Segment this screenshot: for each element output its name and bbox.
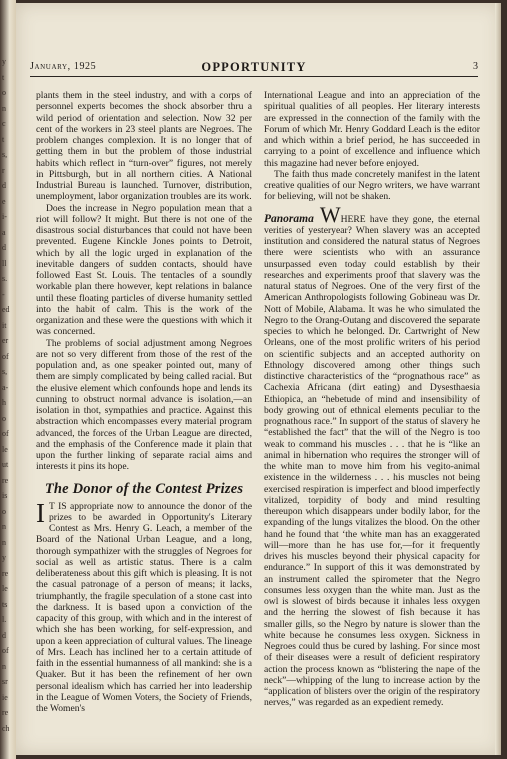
page-edge-shadow (495, 3, 501, 755)
paragraph-panorama (264, 201, 480, 709)
drop-cap-w: W (319, 201, 341, 227)
panorama-text: HERE have they gone, the eternal verities of yesteryear? When slavery was an accepted institution and considered the natural status of Negroes there were scientists who with an assurance unsurpassed even today could establish by their researches and experiments proof that slavery was the natural status of Negroes. One of the very first of the American Anthropologists following Gobineau was Dr. Nott of Mobile, Alabama. It was he who simulated the Negro to the Orang-Outang and discovered the separate species to which he belonged. Dr. Cartwright of New Orleans, one of the most prolific writers of his period on scientific subjects and an accepted authority on Ethnology discovered among other things such distinctive characteristics of the “prognathous race” as Cachexia Africana (dirt eating) and Dysesthaesia Ethiopica, an “hebetude of mind and insensibility of body growing out of ethnical elements peculiar to the prognathous race.” In support of the status of slavery he “established the fact” that the will of the Negro is too weak to command his muscles . . . that he is “like an animal in hibernation who requires the stronger will of the white man to move him from his vegito-animal existence in the wilderness . . . his muscles not being exercised respiration is imperfect and blood imperfectly vitalized, torpidity of body and mind resulting thereupon which disappears under bodily labor, for the expanding of the lungs vitalizes the blood. On the other hand he found that ‘the white man has an exaggerated will—more than he has use for,—for it frequently drives his muscles beyond their physical capacity for endurance.” In support of this it was demonstrated by an instrument called the spirometer that the Negro consumes less oxygen than the white man. Just as the owl is slowest of birds because it inhales less oxygen and the herring the slowest of fish because it has smaller gills, so the Negro by nature is slower than the white because he consumes less oxygen. Sickness in Negroes could thus be cured by lashing. For since most of their diseases were a result of deficient respiratory action the process known as “blistering the nape of the neck”—whipping of the lung to increase action by the “application of blisters over the origin of the respiratory nerves,” was regarded as an expedient remedy. (264, 213, 480, 709)
spine-text-fragment: ie (2, 692, 8, 702)
page-number: 3 (473, 61, 478, 72)
spine-text-fragment: n (2, 522, 6, 531)
running-header (30, 60, 478, 77)
spine-text-fragment: n (2, 103, 6, 113)
issue-date: January, 1925 (30, 61, 97, 72)
spine-text-fragment: o (2, 413, 6, 423)
spine-text-fragment: a- (2, 382, 9, 392)
spine-text-fragment: le (2, 584, 8, 593)
spine-text-fragment: d (2, 243, 6, 252)
spine-text-fragment: ed (2, 305, 10, 314)
spine-text-fragment: ch (2, 723, 10, 733)
spine-text-fragment: h (2, 398, 6, 407)
spine-text-fragment: sr (2, 677, 8, 686)
magazine-title: OPPORTUNITY (201, 60, 307, 74)
spine-text-fragment: n (2, 537, 6, 547)
paragraph-social-adjustment: The problems of social adjustment among Negroes are not so very different from those of the rest of the population and, as one speaker pointed out, many of them are simply complicated by being called racial. But the elusive element which confounds hope and lends its cunning to obstruct normal advance is isolation,—an isolation in thot, sympathies and practice. Against this abstraction which encompasses every material program advanced, the forces of the Urban League are directed, and the emphasis of the Conference made it plain that upon the further linking of separate racial aims and interests it pins its hope. (36, 337, 252, 473)
spine-text-fragment: r (2, 165, 5, 175)
spine-text-fragment: - (2, 289, 5, 299)
spine-text-fragment: of (2, 351, 9, 361)
spine-text-fragment: c (2, 119, 6, 128)
spine-text-fragment: i- (2, 212, 7, 221)
adjacent-page-spine (0, 0, 16, 759)
spine-text-fragment: t (2, 72, 5, 82)
spine-text-fragment: s, (2, 367, 8, 376)
right-column (264, 90, 480, 750)
spine-text-fragment: o (2, 88, 6, 97)
spine-text-fragment: e (2, 196, 6, 206)
drop-cap-i: I (36, 497, 45, 528)
paragraph-continued: plants them in the steel industry, and with a corps of personnel experts becomes the shock absorber thru a wild period of orientation and selection. Now 32 per cent of the workers in 23 steel plants are Negroes. The problem changes complexion. It is no longer that of getting them in but the problem of those industrial habits which reflect in “turn-over” figures, not merely in Pittsburgh, but in all northern cities. A National Industrial Bureau is launched. Turnover, distribution, unemployment, labor organization troubles are its work. (36, 90, 252, 203)
spine-text-fragment: d (2, 181, 6, 190)
paragraph-donor (36, 497, 252, 715)
spine-text-fragment: o (2, 506, 6, 516)
spine-text-fragment: er (2, 336, 9, 345)
spine-text-fragment: it (2, 320, 7, 330)
section-title-donor: The Donor of the Contest Prizes (44, 480, 244, 497)
magazine-page (16, 3, 501, 755)
spine-text-fragment: t (2, 134, 5, 144)
spine-text-fragment: y (2, 57, 6, 66)
spine-text-fragment: is (2, 491, 8, 500)
donor-text: T IS appropriate now to announce the donor of the prizes to be awarded in Opportunity's Literary Contest as Mrs. Henry G. Leach, a member of the Board of the National Urban League, and a long, thorough sympathizer with the struggles of Negroes for social as well as artistic status. There is a calm deliberateness about this gift which is pleasing. It is not the casual patronage of a person of means; it lacks, triumphantly, the fragile speculation of a stone cast into the darkness. It is based upon a conviction of the capacity of this group, with which and in the interest of which she has been working, for self-expression, and upon a keen appreciation of cultural values. The lineage of Mrs. Leach has inclined her to a certain attitude of faith in the essential humanness of all mankind: she is a Quaker. But it has been the refinement of her own personal idealism which has carried her into leadership in the League of Women Voters, the Society of Friends, the Women's (36, 500, 252, 714)
spine-text-fragment: le (2, 444, 8, 454)
spine-text-fragment: n (2, 661, 6, 671)
spine-text-fragment: of (2, 429, 9, 438)
spine-text-fragment: re (2, 708, 9, 717)
paragraph-riot: Does the increase in Negro population mean that a riot will follow? It might. But there is not one of the disastrous social disturbances that could not have been prevented. Eugene Kinckle Jones points to Detroit, which by all the logic urged in explanation of the inevitable dangers of sudden contacts, should have followed East St. Louis. The tentacles of a soundly workable plan there however, kept relations in balance until these floating particles of diverse humanity settled into the habit of calm. This is the work of the organization and these were the questions with which it was concerned. (36, 202, 252, 338)
spine-text-fragment: y (2, 553, 6, 562)
left-column (36, 90, 252, 750)
spine-text-fragment: of (2, 646, 9, 655)
paragraph-faith: The faith thus made concretely manifest in the latent creative qualities of our Negro writers, we have warrant for believing, will not be shaken. (264, 168, 480, 203)
paragraph-international-league: International League and into an appreciation of the spiritual qualities of all peoples. Her literary interests are expressed in the connection of the family with the Forum of which Mr. Henry Goddard Leach is the editor and which within a brief period, he has succeeded in carrying to a point of excellence and influence which this magazine had never before enjoyed. (264, 90, 480, 169)
spine-text-fragment: re (2, 475, 9, 485)
spine-text-fragment: s. (2, 274, 8, 283)
spine-text-fragment: re (2, 568, 9, 578)
spine-text-fragment: a (2, 227, 6, 237)
side-heading-panorama: Panorama (264, 212, 314, 225)
spine-text-fragment: ll (2, 258, 7, 268)
spine-text-fragment: s, (2, 150, 8, 159)
spine-text-fragment: ts (2, 599, 8, 609)
spine-text-fragment: l. (2, 615, 7, 624)
spine-text-fragment: ut (2, 460, 9, 469)
spine-text-fragment: d (2, 630, 6, 640)
